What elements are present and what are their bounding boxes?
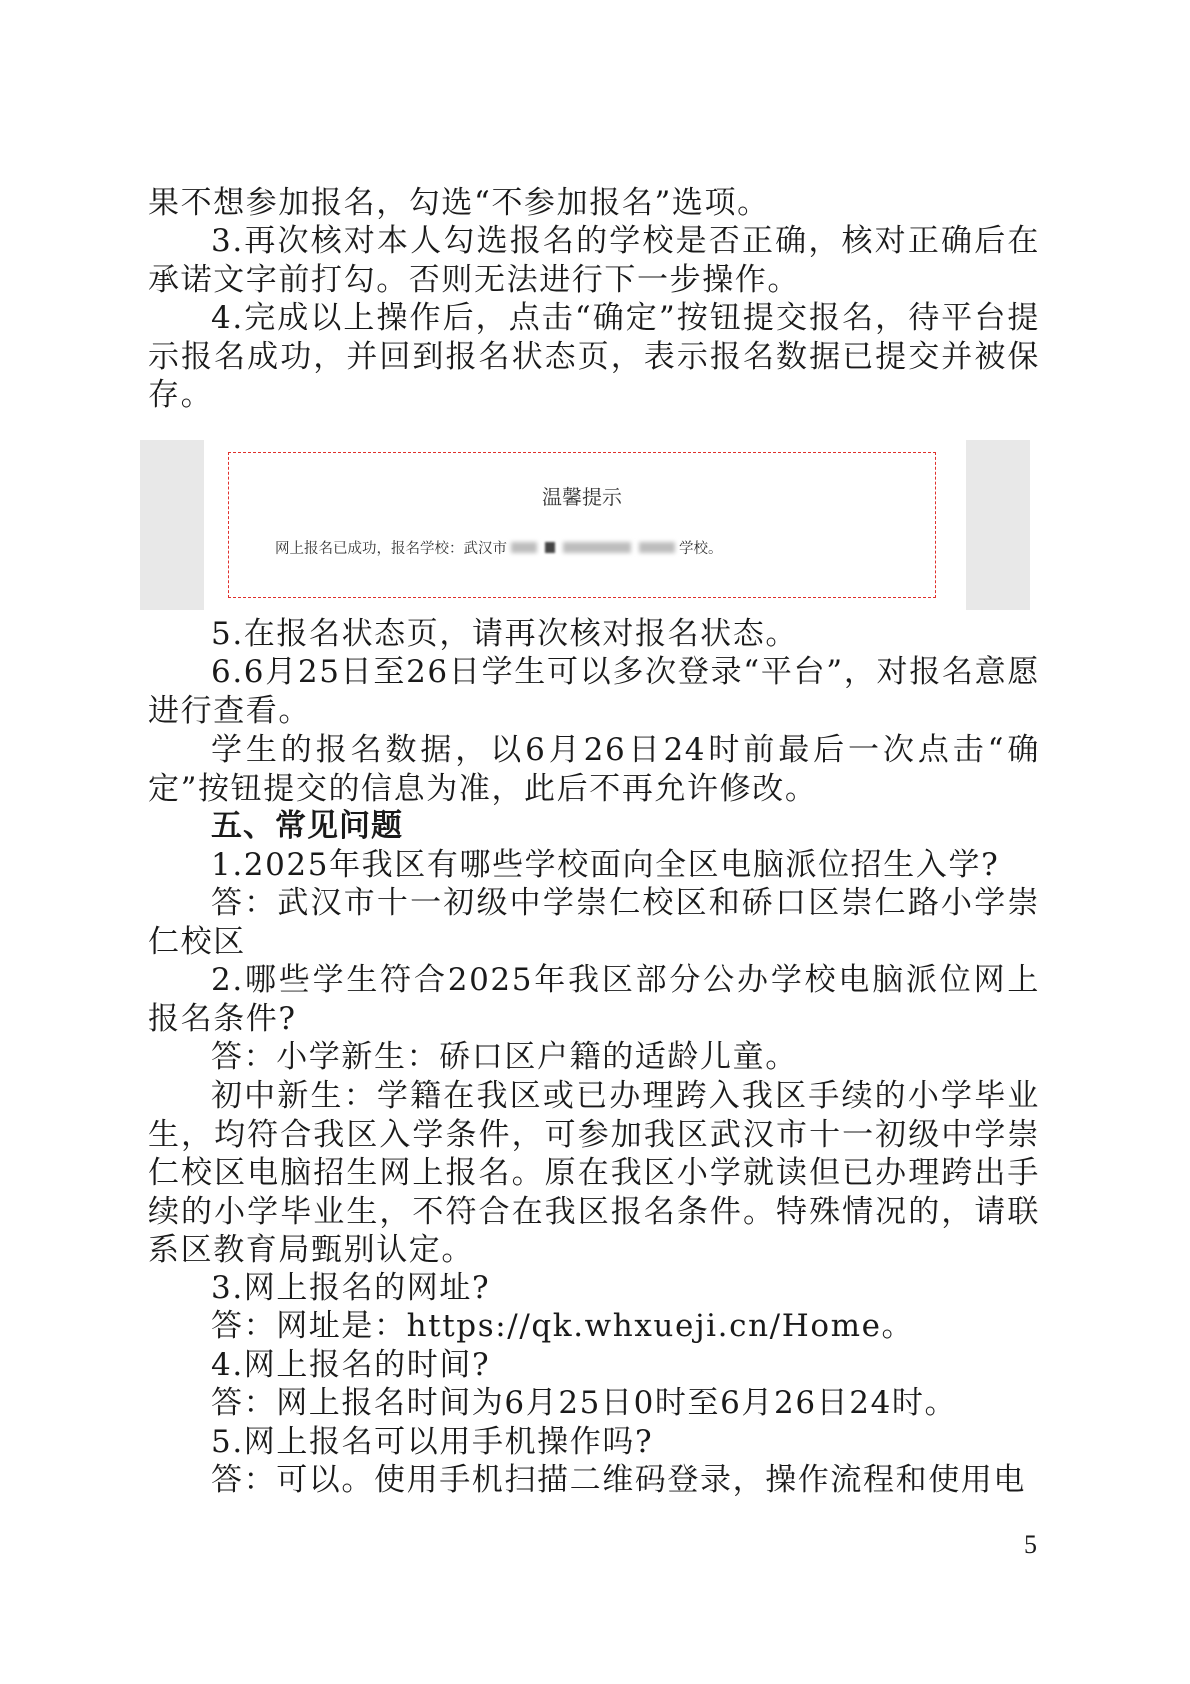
notice-dialog bbox=[228, 452, 936, 598]
paragraph-step-5: 5.在报名状态页，请再次核对报名状态。 bbox=[211, 616, 798, 652]
faq-question-3: 3.网上报名的网址? bbox=[211, 1270, 491, 1306]
paragraph-step-4: 4.完成以上操作后，点击“确定”按钮提交报名，待平台提示报名成功，并回到报名状态页，表示报名数据已提交并被保存。 bbox=[148, 300, 1040, 413]
faq-question-4: 4.网上报名的时间? bbox=[211, 1347, 491, 1383]
faq-question-1: 1.2025年我区有哪些学校面向全区电脑派位招生入学? bbox=[211, 847, 1000, 883]
faq-answer-2-primary: 答：小学新生：硚口区户籍的适龄儿童。 bbox=[211, 1039, 798, 1075]
faq-answer-5: 答：可以。使用手机扫描二维码登录，操作流程和使用电 bbox=[211, 1462, 1026, 1498]
paragraph-step-6: 6.6月25日至26日学生可以多次登录“平台”，对报名意愿进行查看。 bbox=[148, 654, 1040, 729]
paragraph-step-3: 3.再次核对本人勾选报名的学校是否正确，核对正确后在承诺文字前打勾。否则无法进行下一步操作。 bbox=[148, 223, 1040, 298]
section-heading: 五、常见问题 bbox=[211, 808, 403, 844]
redacted-text bbox=[545, 542, 555, 553]
dialog-message bbox=[275, 537, 723, 558]
faq-answer-3: 答：网址是：https://qk.whxueji.cn/Home。 bbox=[211, 1308, 915, 1344]
dialog-title: 温馨提示 bbox=[542, 485, 622, 509]
paragraph-continuation: 果不想参加报名，勾选“不参加报名”选项。 bbox=[148, 185, 770, 221]
dialog-message-prefix: 网上报名已成功，报名学校：武汉市 bbox=[275, 541, 507, 557]
faq-answer-1: 答：武汉市十一初级中学崇仁校区和硚口区崇仁路小学崇仁校区 bbox=[148, 885, 1040, 960]
screenshot-left-margin bbox=[140, 440, 204, 610]
redacted-text bbox=[511, 542, 537, 553]
embedded-screenshot bbox=[140, 440, 1030, 610]
faq-question-2: 2.哪些学生符合2025年我区部分公办学校电脑派位网上报名条件? bbox=[148, 962, 1040, 1037]
screenshot-right-margin bbox=[966, 440, 1030, 610]
page-number: 5 bbox=[1024, 1530, 1037, 1559]
faq-question-5: 5.网上报名可以用手机操作吗? bbox=[211, 1424, 654, 1460]
redacted-text bbox=[639, 542, 675, 553]
redacted-text bbox=[563, 542, 631, 553]
faq-answer-2-middle: 初中新生：学籍在我区或已办理跨入我区手续的小学毕业生，均符合我区入学条件，可参加我区武汉市十一初级中学崇仁校区电脑招生网上报名。原在我区小学就读但已办理跨出手续的小学毕业生，不符合在我区报名条件。特殊情况的，请联系区教育局甄别认定。 bbox=[148, 1078, 1040, 1268]
paragraph-deadline-note: 学生的报名数据，以6月26日24时前最后一次点击“确定”按钮提交的信息为准，此后不再允许修改。 bbox=[148, 732, 1040, 807]
dialog-message-suffix: 学校。 bbox=[679, 541, 723, 557]
faq-answer-4: 答：网上报名时间为6月25日0时至6月26日24时。 bbox=[211, 1385, 958, 1421]
